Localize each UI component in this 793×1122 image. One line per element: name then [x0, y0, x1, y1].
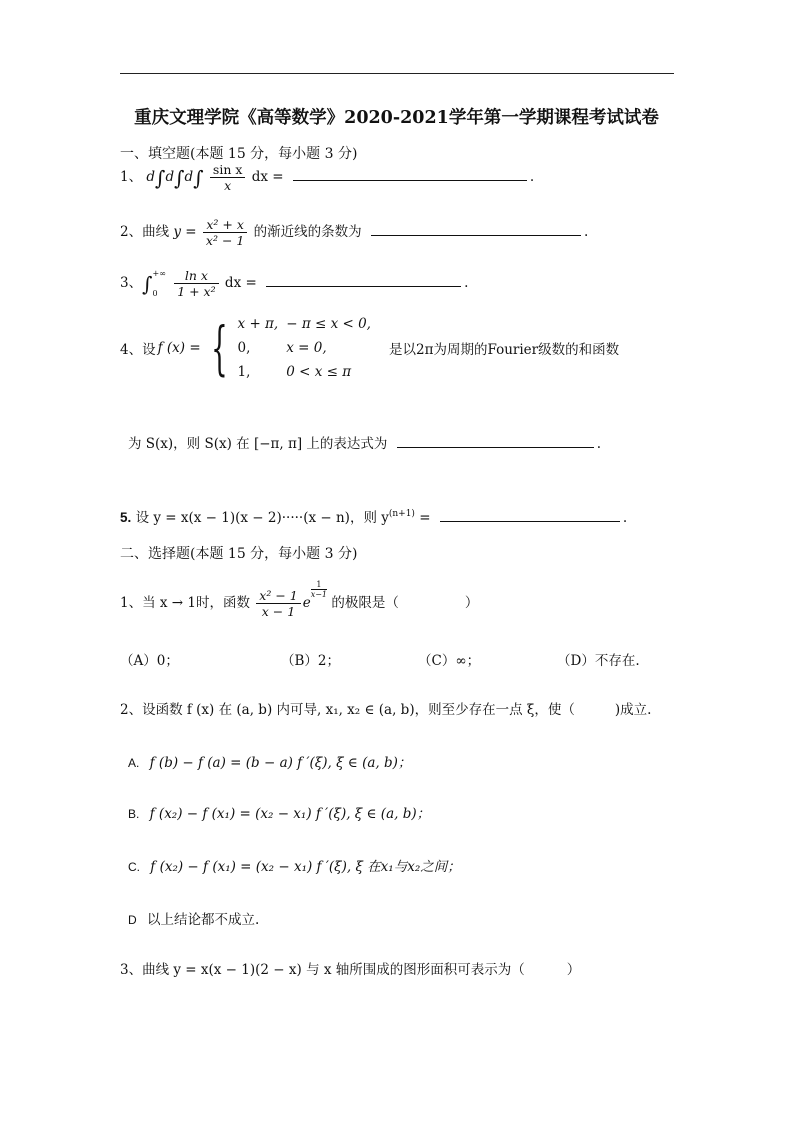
fill-question-3	[120, 268, 468, 299]
section-2-heading: 二、选择题(本题 15 分，每小题 3 分)	[120, 546, 358, 562]
q5-number: 5.	[120, 510, 132, 525]
q3-number: 3、	[120, 275, 143, 291]
q1-numerator: sin x	[212, 162, 243, 177]
fill-question-4-line-2	[128, 432, 601, 452]
q3-denominator: 1 + x²	[174, 283, 218, 299]
q1-fraction	[210, 162, 246, 193]
c2-close: )成立.	[614, 702, 652, 718]
c2-stem: 2、设函数 f (x) 在 (a, b) 内可导, x₁, x₂ ∈ (a, b)，则至少存在一点 ξ，使（	[120, 702, 575, 718]
c3-stem: 3、曲线 y = x(x − 1)(2 − x) 与 x 轴所围成的图形面积可表示为（	[120, 962, 525, 978]
integral-sign-icon: ∫	[193, 165, 204, 190]
q3-lower-limit: 0	[152, 288, 158, 298]
q2-lhs: y =	[173, 224, 197, 240]
integral-sign-icon: ∫	[174, 165, 185, 190]
exam-title: 重庆文理学院《高等数学》2020-2021学年第一学期课程考试试卷	[134, 108, 659, 128]
q2-number: 2、曲线	[120, 224, 174, 240]
q4-case-value: x + π,	[237, 316, 279, 332]
q4-line2-text: 为 S(x)，则 S(x) 在 [−π, π] 上的表达式为	[128, 436, 388, 452]
fill-question-4	[120, 312, 619, 384]
left-brace-icon: {	[210, 314, 228, 382]
option-text: f (x₂) − f (x₁) = (x₂ − x₁) f ′(ξ), ξ ∈ (a, b)；	[149, 806, 431, 822]
q5-end: .	[622, 510, 628, 526]
q3-numerator: ln x	[184, 268, 208, 283]
q4-case-row	[238, 336, 379, 360]
section-1-heading: 一、填空题(本题 15 分，每小题 3 分)	[120, 146, 358, 162]
q2-end: .	[583, 224, 589, 240]
c2-option-c[interactable]	[128, 855, 461, 875]
c1-fraction	[256, 588, 300, 619]
q4-text-right: 是以2π为周期的Fourier级数的和函数	[388, 342, 620, 358]
q5-tail: =	[414, 510, 431, 526]
option-text: 以上结论都不成立.	[146, 912, 260, 928]
c1-denominator: x − 1	[256, 603, 300, 619]
c1-exponent	[311, 580, 327, 599]
q4-case-value: 1,	[237, 364, 251, 380]
q2-numerator: x² + x	[206, 217, 244, 232]
q4-case-row	[238, 312, 379, 336]
q4-number: 4、设	[120, 342, 156, 358]
c3-close: ）	[566, 962, 581, 978]
q1-d3: d	[184, 169, 194, 185]
fill-question-5	[120, 506, 627, 526]
fill-question-2	[120, 217, 588, 248]
q5-text: 设 y = x(x − 1)(x − 2)·····(x − n)，则 y	[135, 510, 389, 526]
c1-close: ）	[464, 595, 479, 611]
q1-d1: d	[146, 169, 156, 185]
q3-end: .	[464, 275, 469, 291]
c1-exp-den: x−1	[310, 590, 328, 599]
q2-answer-blank[interactable]	[371, 234, 581, 236]
c2-option-a[interactable]	[128, 751, 411, 771]
q5-superscript: (n+1)	[388, 509, 415, 519]
option-text: f (x₂) − f (x₁) = (x₂ − x₁) f ′(ξ), ξ 在x₁与x₂之间；	[150, 859, 461, 875]
choice-question-2	[120, 698, 651, 718]
q2-denominator: x² − 1	[203, 232, 247, 248]
q4-cases	[238, 312, 379, 384]
c2-option-d[interactable]	[128, 908, 259, 928]
integral-sign-icon: ∫	[142, 271, 153, 296]
integral-sign-icon: ∫	[155, 165, 166, 190]
q2-text: 的渐近线的条数为	[253, 224, 362, 240]
q1-tail: dx =	[251, 169, 284, 185]
option-label: C.	[128, 860, 140, 874]
option-label: B.	[128, 807, 140, 821]
q3-answer-blank[interactable]	[266, 285, 461, 287]
q5-answer-blank[interactable]	[440, 520, 620, 522]
option-text: f (b) − f (a) = (b − a) f ′(ξ), ξ ∈ (a, b)；	[149, 755, 412, 771]
c2-option-b[interactable]	[128, 802, 430, 822]
c1-option-d[interactable]: （D）不存在.	[557, 653, 640, 669]
q1-d2: d	[165, 169, 175, 185]
c1-text: 的极限是（	[331, 595, 399, 611]
c1-option-b[interactable]: （B）2；	[281, 653, 341, 669]
q1-number: 1、	[120, 169, 143, 185]
c1-exp-base: e	[302, 595, 311, 611]
q4-case-row	[238, 360, 379, 384]
q4-lhs: f (x) =	[157, 340, 201, 356]
q1-answer-blank[interactable]	[293, 179, 527, 181]
q1-end: .	[529, 169, 535, 185]
header-rule	[120, 73, 674, 74]
q4-case-cond: 0 < x ≤ π	[286, 364, 352, 380]
q4-case-value: 0,	[237, 340, 251, 356]
c1-stem: 1、当 x → 1时，函数	[120, 595, 250, 611]
q2-fraction	[203, 217, 247, 248]
fill-question-1	[120, 162, 534, 193]
q4-case-cond: x = 0,	[286, 340, 327, 356]
c1-option-a[interactable]: （A）0；	[120, 653, 179, 669]
option-label: D	[128, 913, 137, 927]
choice-question-1	[120, 580, 478, 619]
q4-end: .	[596, 436, 602, 452]
option-label: A.	[128, 756, 140, 770]
q3-fraction	[174, 268, 218, 299]
q1-denominator: x	[210, 177, 246, 193]
c1-exp-num: 1	[316, 580, 322, 589]
choice-question-3	[120, 958, 580, 978]
q4-answer-blank[interactable]	[397, 446, 594, 448]
q4-case-cond: − π ≤ x < 0,	[286, 316, 371, 332]
c1-option-c[interactable]: （C）∞；	[418, 653, 481, 669]
c1-numerator: x² − 1	[259, 588, 298, 603]
q3-limits	[153, 269, 166, 299]
q3-tail: dx =	[224, 275, 257, 291]
q3-upper-limit: +∞	[152, 268, 166, 278]
